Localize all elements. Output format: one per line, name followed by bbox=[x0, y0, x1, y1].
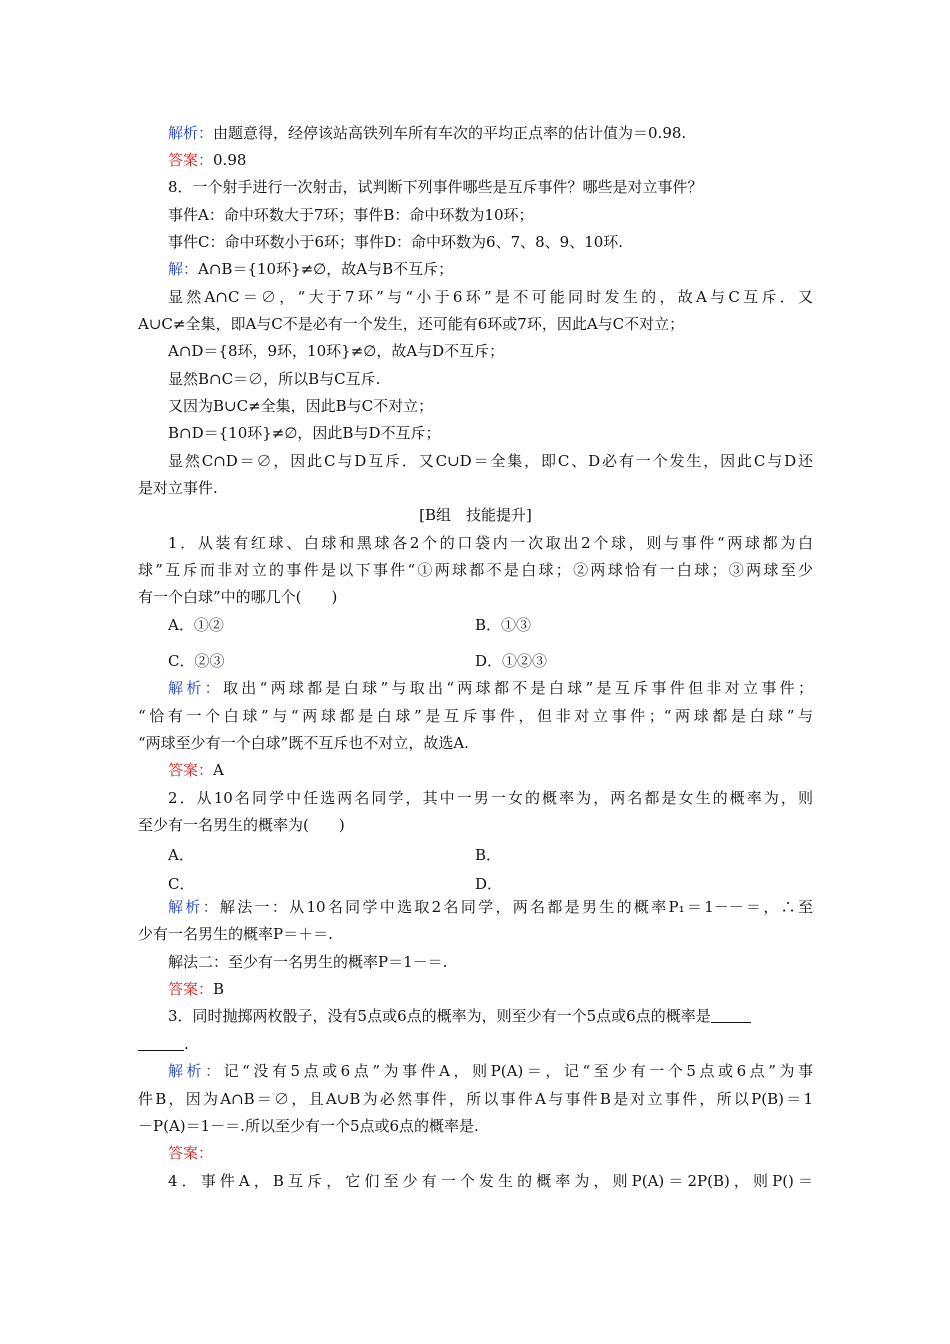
line-text: A∩D＝{8环，9环，10环}≠∅，故A与D不互斥； bbox=[168, 342, 505, 360]
q2-option-d: D． bbox=[475, 875, 503, 893]
line-text: －P(A)＝1－＝.所以至少有一个5点或6点的概率是. bbox=[138, 1117, 479, 1135]
text-line-l22 bbox=[138, 706, 813, 726]
line-text: 事件C：命中环数小于6环；事件D：命中环数为6、7、8、9、10环. bbox=[168, 233, 624, 251]
line-text: 2．从10名同学中任选两名同学，其中一男一女的概率为，两名都是女生的概率为，则 bbox=[168, 789, 813, 807]
q3-text: 3．同时抛掷两枚骰子，没有5点或6点的概率为，则至少有一个5点或6点的概率是 bbox=[168, 1007, 711, 1025]
line-label: 答案： bbox=[168, 761, 214, 779]
q3-line-2 bbox=[138, 1034, 813, 1054]
line-label: 解析： bbox=[168, 679, 223, 697]
text-line-l3 bbox=[168, 177, 813, 197]
line-text: A bbox=[213, 761, 224, 779]
text-line-l29 bbox=[168, 897, 813, 917]
line-text: A∩B＝{10环}≠∅，故A与B不互斥； bbox=[198, 260, 454, 278]
q2-option-c: C． bbox=[168, 875, 195, 893]
q2-option-b: B． bbox=[475, 846, 502, 864]
line-text: 至少有一名男生的概率为( ) bbox=[138, 816, 345, 834]
text-line-l35 bbox=[168, 1061, 813, 1081]
line-text: 球”互斥而非对立的事件是以下事件“①两球都不是白球；②两球恰有一白球；③两球至少 bbox=[138, 561, 813, 579]
section-heading: [B组 技能提升] bbox=[419, 506, 532, 524]
text-line-l6 bbox=[168, 259, 813, 279]
text-line-l23 bbox=[138, 733, 813, 753]
line-text: 由题意得，经停该站高铁列车所有车次的平均正点率的估计值为＝0.98. bbox=[213, 124, 687, 142]
line-text: 4．事件A，B互斥，它们至少有一个发生的概率为，则P(A)＝2P(B)，则P()＝ bbox=[168, 1172, 813, 1190]
line-label: 解析： bbox=[168, 1062, 224, 1080]
q1-option-a: A．①② bbox=[168, 616, 224, 634]
q1-option-c: C．②③ bbox=[168, 652, 225, 670]
line-text: 少有一名男生的概率P＝＋＝. bbox=[138, 925, 333, 943]
q2-option-a: A． bbox=[168, 846, 194, 864]
text-line-l26 bbox=[138, 815, 813, 835]
line-label: 解析： bbox=[168, 898, 220, 916]
line-label: 解： bbox=[168, 260, 199, 278]
text-line-l18 bbox=[138, 587, 813, 607]
text-line-l13 bbox=[168, 451, 813, 471]
line-text: 件B，因为A∩B＝∅，且A∪B为必然事件，所以事件A与事件B是对立事件，所以P(B)＝1 bbox=[138, 1090, 813, 1108]
line-text: 是对立事件. bbox=[138, 479, 218, 497]
line-text: 取出“两球都是白球”与取出“两球都不是白球”是互斥事件但非对立事件； bbox=[222, 679, 813, 697]
q1-option-d: D．①②③ bbox=[475, 652, 548, 670]
q3-line-1 bbox=[168, 1006, 813, 1026]
line-text: 显然B∩C＝∅，所以B与C互斥. bbox=[168, 370, 381, 388]
text-line-l17 bbox=[138, 560, 813, 580]
text-line-l37 bbox=[138, 1116, 813, 1136]
text-line-l2 bbox=[168, 150, 813, 170]
line-label: 解析： bbox=[168, 124, 214, 142]
line-text: B bbox=[213, 980, 225, 998]
text-line-l31 bbox=[168, 952, 813, 972]
line-text: 显然A∩C＝∅，“大于7环”与“小于6环”是不可能同时发生的，故A与C互斥．又 bbox=[168, 288, 813, 306]
text-line-l39 bbox=[168, 1171, 813, 1191]
line-label: 答案： bbox=[168, 151, 214, 169]
line-text: 解法二：至少有一名男生的概率P＝1－＝. bbox=[168, 953, 448, 971]
line-text: 有一个白球”中的哪几个( ) bbox=[138, 588, 338, 606]
text-line-l32 bbox=[168, 979, 813, 999]
text-line-l21 bbox=[168, 678, 813, 698]
text-line-l14 bbox=[138, 478, 813, 498]
text-line-l12 bbox=[168, 423, 813, 443]
text-line-l11 bbox=[168, 396, 813, 416]
line-text: B∩D＝{10环}≠∅，因此B与D不互斥； bbox=[168, 424, 441, 442]
line-text: 事件A：命中环数大于7环；事件B：命中环数为10环； bbox=[168, 206, 534, 224]
text-line-l25 bbox=[168, 788, 813, 808]
line-text: A∪C≠全集，即A与C不是必有一个发生，还可能有6环或7环，因此A与C不对立； bbox=[138, 315, 685, 333]
line-label: 答案： bbox=[168, 980, 214, 998]
line-text: 显然C∩D＝∅，因此C与D互斥．又C∪D＝全集，即C、D必有一个发生，因此C与D还 bbox=[168, 452, 813, 470]
text-line-l24 bbox=[168, 760, 813, 780]
text-line-l38 bbox=[168, 1143, 813, 1163]
line-text: “恰有一个白球”与“两球都是白球”是互斥事件，但非对立事件；“两球都是白球”与 bbox=[138, 707, 813, 725]
line-label: 答案： bbox=[168, 1144, 214, 1162]
text-line-l10 bbox=[168, 369, 813, 389]
text-line-l4 bbox=[168, 205, 813, 225]
line-text: 8．一个射手进行一次射击，试判断下列事件哪些是互斥事件？哪些是对立事件？ bbox=[168, 178, 703, 196]
line-text: 记“没有5点或6点”为事件A，则P(A)＝，记“至少有一个5点或6点”为事 bbox=[223, 1062, 813, 1080]
line-text: 1．从装有红球、白球和黑球各2个的口袋内一次取出2个球，则与事件“两球都为白 bbox=[168, 534, 813, 552]
text-line-l36 bbox=[138, 1089, 813, 1109]
line-text: 解法一：从10名同学中选取2名同学，两名都是男生的概率P₁＝1－－＝，∴至 bbox=[219, 898, 813, 916]
text-line-l7 bbox=[168, 287, 813, 307]
answer-blank-continued bbox=[138, 1036, 184, 1051]
answer-blank bbox=[711, 1008, 751, 1023]
q1-option-b: B．①③ bbox=[475, 616, 532, 634]
text-line-l8 bbox=[138, 314, 813, 334]
line-text: “两球至少有一个白球”既不互斥也不对立，故选A. bbox=[138, 734, 469, 752]
text-line-l9 bbox=[168, 341, 813, 361]
line-text: 又因为B∪C≠全集，因此B与C不对立； bbox=[168, 397, 434, 415]
line-text: 0.98 bbox=[213, 151, 247, 169]
text-line-l1 bbox=[168, 123, 813, 143]
text-line-l30 bbox=[138, 924, 813, 944]
text-line-l16 bbox=[168, 533, 813, 553]
text-line-l5 bbox=[168, 232, 813, 252]
q3-end: . bbox=[184, 1035, 189, 1053]
